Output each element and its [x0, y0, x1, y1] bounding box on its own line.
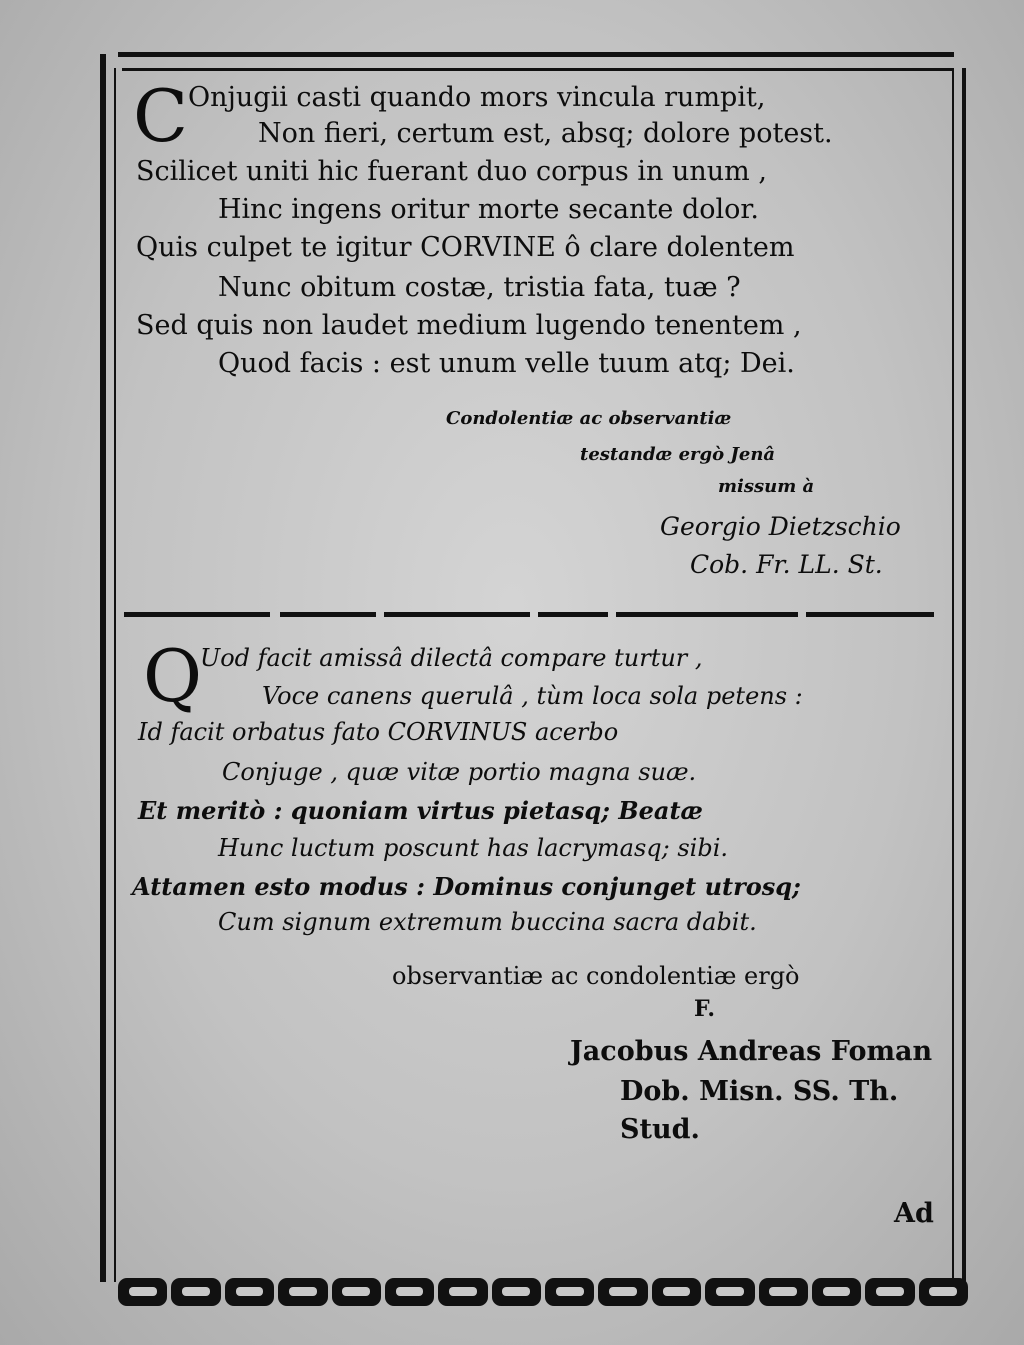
poem2-line-5: Et meritò : quoniam virtus pietasq; Beatæ [138, 796, 703, 825]
ornament-piece [385, 1278, 434, 1306]
ornament-piece [332, 1278, 381, 1306]
left-border [100, 54, 106, 1282]
ornament-piece [759, 1278, 808, 1306]
ornament-piece [118, 1278, 167, 1306]
poem1-line-3: Scilicet uniti hic fuerant duo corpus in unum , [136, 156, 767, 187]
poem2-line-3: Id facit orbatus fato CORVINUS acerbo [138, 718, 619, 746]
divider-segment [124, 612, 270, 617]
ornament-piece [492, 1278, 541, 1306]
poem1-dedication-2: testandæ ergò Jenâ [580, 444, 776, 465]
ornament-piece [865, 1278, 914, 1306]
ornament-piece [812, 1278, 861, 1306]
top-border [118, 52, 954, 57]
left-border-inner [114, 68, 116, 1282]
poem1-line-4: Hinc ingens oritur morte secante dolor. [218, 194, 759, 225]
poem1-line-1: Onjugii casti quando mors vincula rumpit, [188, 82, 766, 113]
ornament-piece [652, 1278, 701, 1306]
poem2-signature-2: Dob. Misn. SS. Th. [620, 1076, 899, 1107]
ornament-piece [598, 1278, 647, 1306]
ornament-piece [278, 1278, 327, 1306]
divider-segment [280, 612, 376, 617]
divider-segment [384, 612, 530, 617]
poem1-line-2: Non fieri, certum est, absq; dolore potest. [258, 118, 833, 149]
poem2-dedication: observantiæ ac condolentiæ ergò [392, 962, 800, 990]
ornament-piece [225, 1278, 274, 1306]
right-border [962, 68, 966, 1282]
ornament-piece [919, 1278, 968, 1306]
ornament-border [118, 1278, 968, 1306]
poem1-line-7: Sed quis non laudet medium lugendo tenentem , [136, 310, 802, 341]
ornament-piece [171, 1278, 220, 1306]
poem2-signature-3: Stud. [620, 1114, 700, 1145]
poem2-line-8: Cum signum extremum buccina sacra dabit. [218, 908, 757, 936]
poem2-initial: F. [694, 996, 716, 1022]
poem2-signature-1: Jacobus Andreas Foman [570, 1036, 933, 1067]
top-border-inner [122, 68, 952, 71]
ornament-piece [705, 1278, 754, 1306]
poem1-signature-1: Georgio Dietzschio [660, 512, 901, 541]
divider-segment [806, 612, 934, 617]
poem1-line-8: Quod facis : est unum velle tuum atq; Dei. [218, 348, 795, 379]
catchword: Ad [894, 1198, 934, 1229]
divider-segment [538, 612, 608, 617]
poem1-signature-2: Cob. Fr. LL. St. [690, 550, 883, 579]
poem1-line-5: Quis culpet te igitur CORVINE ô clare dolentem [136, 232, 795, 263]
poem2-line-2: Voce canens querulâ , tùm loca sola petens : [262, 682, 803, 710]
poem2-line-6: Hunc luctum poscunt has lacrymasq; sibi. [218, 834, 729, 862]
dropcap-c: C [133, 74, 189, 158]
right-border-inner [952, 68, 954, 1282]
ornament-piece [438, 1278, 487, 1306]
poem1-dedication-3: missum à [718, 476, 815, 497]
poem1-line-6: Nunc obitum costæ, tristia fata, tuæ ? [218, 272, 741, 303]
poem2-line-4: Conjuge , quæ vitæ portio magna suæ. [222, 758, 697, 786]
poem1-dedication-1: Condolentiæ ac observantiæ [446, 408, 732, 429]
poem2-line-1: Uod facit amissâ dilectâ compare turtur , [200, 644, 703, 672]
ornament-piece [545, 1278, 594, 1306]
dropcap-q: Q [143, 634, 203, 718]
divider-segment [616, 612, 798, 617]
poem2-line-7: Attamen esto modus : Dominus conjunget utrosq; [132, 872, 801, 901]
